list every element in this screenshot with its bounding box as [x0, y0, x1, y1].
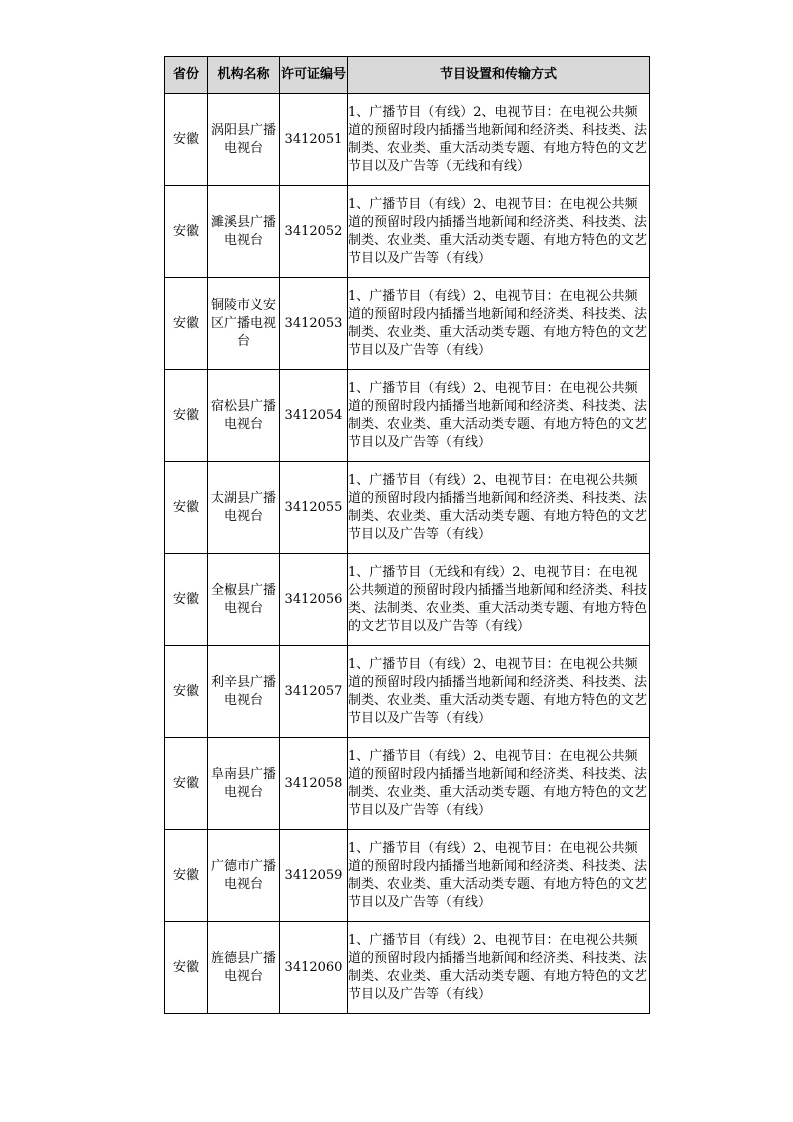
cell-license-no: 3412057	[280, 646, 348, 738]
cell-org-name: 阜南县广播电视台	[208, 738, 280, 830]
cell-org-name: 旌德县广播电视台	[208, 922, 280, 1014]
header-programs: 节目设置和传输方式	[348, 57, 650, 94]
table-row	[165, 186, 650, 278]
license-table	[164, 56, 650, 1014]
table-row	[165, 738, 650, 830]
cell-license-no: 3412053	[280, 278, 348, 370]
cell-programs: 1、广播节目（有线）2、电视节目：在电视公共频道的预留时段内插播当地新闻和经济类、科技类、法制类、农业类、重大活动类专题、有地方特色的文艺节目以及广告等（有线）	[348, 462, 650, 554]
cell-org-name: 太湖县广播电视台	[208, 462, 280, 554]
cell-license-no: 3412052	[280, 186, 348, 278]
cell-province: 安徽	[165, 94, 208, 186]
cell-org-name: 涡阳县广播电视台	[208, 94, 280, 186]
table-row	[165, 646, 650, 738]
cell-license-no: 3412060	[280, 922, 348, 1014]
cell-province: 安徽	[165, 462, 208, 554]
table-row	[165, 462, 650, 554]
cell-programs: 1、广播节目（有线）2、电视节目：在电视公共频道的预留时段内插播当地新闻和经济类、科技类、法制类、农业类、重大活动类专题、有地方特色的文艺节目以及广告等（无线和有线）	[348, 94, 650, 186]
cell-province: 安徽	[165, 922, 208, 1014]
cell-province: 安徽	[165, 186, 208, 278]
table-row	[165, 94, 650, 186]
cell-org-name: 宿松县广播电视台	[208, 370, 280, 462]
cell-province: 安徽	[165, 830, 208, 922]
cell-province: 安徽	[165, 554, 208, 646]
header-org-name: 机构名称	[208, 57, 280, 94]
cell-province: 安徽	[165, 278, 208, 370]
table-header-row	[165, 57, 650, 94]
table-row	[165, 554, 650, 646]
header-license-no: 许可证编号	[280, 57, 348, 94]
cell-programs: 1、广播节目（有线）2、电视节目：在电视公共频道的预留时段内插播当地新闻和经济类、科技类、法制类、农业类、重大活动类专题、有地方特色的文艺节目以及广告等（有线）	[348, 370, 650, 462]
cell-license-no: 3412055	[280, 462, 348, 554]
cell-license-no: 3412051	[280, 94, 348, 186]
cell-org-name: 广德市广播电视台	[208, 830, 280, 922]
header-province: 省份	[165, 57, 208, 94]
cell-license-no: 3412054	[280, 370, 348, 462]
cell-programs: 1、广播节目（有线）2、电视节目：在电视公共频道的预留时段内插播当地新闻和经济类、科技类、法制类、农业类、重大活动类专题、有地方特色的文艺节目以及广告等（有线）	[348, 186, 650, 278]
cell-province: 安徽	[165, 646, 208, 738]
table-row	[165, 370, 650, 462]
cell-org-name: 全椒县广播电视台	[208, 554, 280, 646]
table-row	[165, 922, 650, 1014]
table-row	[165, 278, 650, 370]
cell-org-name: 铜陵市义安区广播电视台	[208, 278, 280, 370]
cell-programs: 1、广播节目（有线）2、电视节目：在电视公共频道的预留时段内插播当地新闻和经济类、科技类、法制类、农业类、重大活动类专题、有地方特色的文艺节目以及广告等（有线）	[348, 738, 650, 830]
cell-programs: 1、广播节目（无线和有线）2、电视节目：在电视公共频道的预留时段内插播当地新闻和经济类、科技类、法制类、农业类、重大活动类专题、有地方特色的文艺节目以及广告等（有线）	[348, 554, 650, 646]
cell-org-name: 利辛县广播电视台	[208, 646, 280, 738]
cell-province: 安徽	[165, 738, 208, 830]
cell-license-no: 3412059	[280, 830, 348, 922]
cell-org-name: 濉溪县广播电视台	[208, 186, 280, 278]
cell-programs: 1、广播节目（有线）2、电视节目：在电视公共频道的预留时段内插播当地新闻和经济类、科技类、法制类、农业类、重大活动类专题、有地方特色的文艺节目以及广告等（有线）	[348, 278, 650, 370]
cell-license-no: 3412058	[280, 738, 348, 830]
table-row	[165, 830, 650, 922]
cell-province: 安徽	[165, 370, 208, 462]
cell-license-no: 3412056	[280, 554, 348, 646]
cell-programs: 1、广播节目（有线）2、电视节目：在电视公共频道的预留时段内插播当地新闻和经济类、科技类、法制类、农业类、重大活动类专题、有地方特色的文艺节目以及广告等（有线）	[348, 830, 650, 922]
cell-programs: 1、广播节目（有线）2、电视节目：在电视公共频道的预留时段内插播当地新闻和经济类、科技类、法制类、农业类、重大活动类专题、有地方特色的文艺节目以及广告等（有线）	[348, 646, 650, 738]
cell-programs: 1、广播节目（有线）2、电视节目：在电视公共频道的预留时段内插播当地新闻和经济类、科技类、法制类、农业类、重大活动类专题、有地方特色的文艺节目以及广告等（有线）	[348, 922, 650, 1014]
